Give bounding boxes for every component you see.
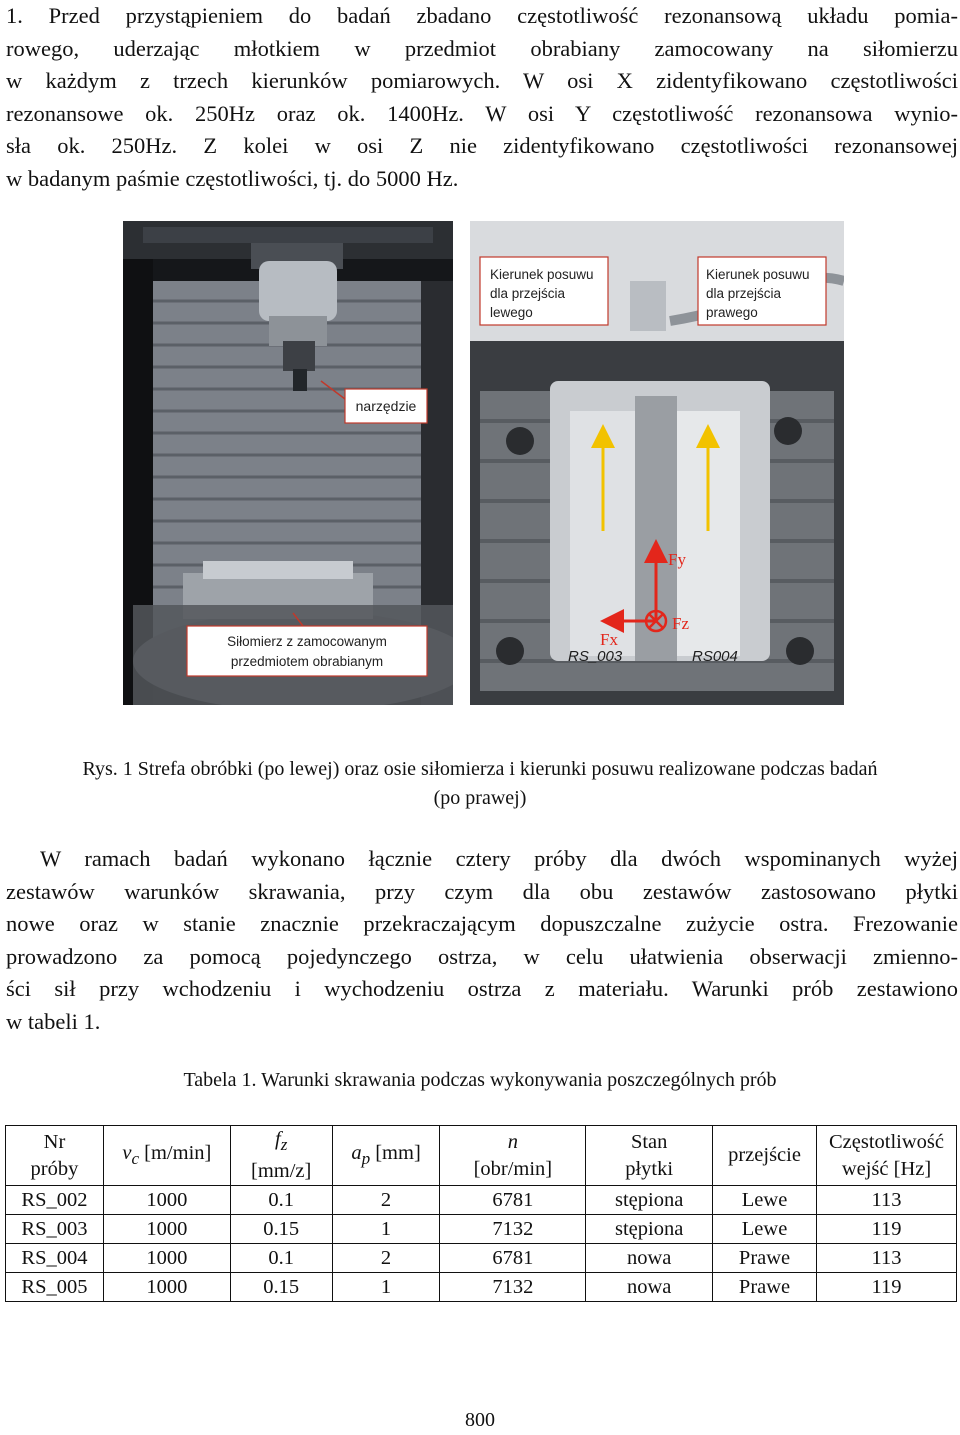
table-cell: stępiona [586,1215,713,1244]
right-pass-label-line2: dla przejścia [706,286,782,301]
table-cell: 119 [817,1215,957,1244]
table-cell: RS_003 [6,1215,104,1244]
header-cutting-speed: $v_c$ [m/min] [103,1126,230,1186]
fx-axis-label: Fx [600,630,618,649]
table-cell: RS_002 [6,1186,104,1215]
header-feed-per-tooth: $f_z$ [mm/z] [230,1126,332,1186]
paragraph-line: 1. Przed przystąpieniem do badań zbadano częstotliwość rezonansową układu pomia- [6,3,958,28]
table-cell: 1 [332,1273,440,1302]
header-spindle-speed: n [obr/min] [440,1126,586,1186]
table-cell: 1000 [103,1273,230,1302]
table-cell: 2 [332,1244,440,1273]
dynamometer-label-line2: przedmiotem obrabianym [230,654,384,669]
left-pass-label-line2: dla przejścia [490,286,566,301]
table-cell: 1000 [103,1186,230,1215]
table-row [6,1273,957,1302]
table-cell: 7132 [440,1215,586,1244]
sample-marker-right: RS004 [692,648,738,665]
paragraph-line: nowe oraz w stanie znacznie przekraczającym dopuszczalne zużycie ostra. Frezowanie [6,911,958,936]
table-cell: 113 [817,1244,957,1273]
paragraph-line: rezonansowe ok. 250Hz oraz ok. 1400Hz. W osi Y częstotliwość rezonansowa wynio- [6,100,958,126]
fy-axis-label: Fy [668,550,686,569]
table-cell: Prawe [713,1273,817,1302]
table-cell: 0.1 [230,1186,332,1215]
table-cell: nowa [586,1244,713,1273]
table-cell: 0.1 [230,1244,332,1273]
table-cell: 119 [817,1273,957,1302]
left-pass-label-line1: Kierunek posuwu [490,267,594,282]
paragraph-line: W ramach badań wykonano łącznie cztery próby dla dwóch wspominanych wyżej [40,846,958,871]
dynamometer-axes-photo [470,221,844,705]
table-header-row [6,1126,957,1186]
table-cell: 1 [332,1215,440,1244]
table-row [6,1186,957,1215]
table-cell: Lewe [713,1186,817,1215]
table-cell: 6781 [440,1244,586,1273]
cutting-conditions-table [5,1125,957,1302]
table-cell: RS_004 [6,1244,104,1273]
table-cell: 0.15 [230,1273,332,1302]
table-cell: 2 [332,1186,440,1215]
paragraph-line: w każdym z trzech kierunków pomiarowych. W osi X zidentyfikowano częstotliwości [6,68,958,93]
header-pass: przejście [713,1126,817,1186]
table-cell: 0.15 [230,1215,332,1244]
table-row [6,1244,957,1273]
sample-marker-left: RS_003 [568,648,623,665]
paragraph-line: ści sił przy wchodzeniu i wychodzeniu ostrza z materiału. Warunki prób zestawiono [6,976,958,1001]
paragraph-line: w tabeli 1. [6,1008,101,1034]
table-cell: RS_005 [6,1273,104,1302]
table-cell: 7132 [440,1273,586,1302]
paragraph-line: rowego, uderzając młotkiem w przedmiot obrabiany zamocowany na siłomierzu [6,35,958,61]
dynamometer-label-line1: Siłomierz z zamocowanym [227,634,387,649]
tool-label: narzędzie [355,398,417,414]
table-row [6,1215,957,1244]
paragraph-line: sła ok. 250Hz. Z kolei w osi Z nie zidentyfikowano częstotliwości rezonansowej [6,133,958,158]
table-cell: stępiona [586,1186,713,1215]
paragraph-line: prowadzono za pomocą pojedynczego ostrza, w celu ułatwienia obserwacji zmienno- [6,943,958,969]
header-insert-state: Stan płytki [586,1126,713,1186]
figure-caption-line2: (po prawej) [433,787,527,809]
table-cell: 6781 [440,1186,586,1215]
paragraph-line: zestawów warunków skrawania, przy czym dla obu zestawów zastosowano płytki [6,878,958,904]
right-pass-label-line1: Kierunek posuwu [706,267,810,282]
page-number: 800 [465,1409,495,1431]
table-cell: 1000 [103,1244,230,1273]
table-cell: nowa [586,1273,713,1302]
figure-caption [0,755,960,813]
intro-paragraph [6,0,958,195]
header-trial-number: Nr próby [6,1126,104,1186]
machining-zone-photo [123,221,453,705]
table-cell: 113 [817,1186,957,1215]
table-cell: 1000 [103,1215,230,1244]
left-pass-label-line3: lewego [490,305,533,320]
table-caption: Tabela 1. Warunki skrawania podczas wykonywania poszczególnych prób [183,1069,777,1091]
header-depth-of-cut: $a_p$ [mm] [332,1126,440,1186]
fz-axis-label: Fz [672,614,689,633]
table-cell: Prawe [713,1244,817,1273]
paragraph-line: w badanym paśmie częstotliwości, tj. do 5000 Hz. [6,165,459,191]
right-pass-label-line3: prawego [706,305,758,320]
table-cell: Lewe [713,1215,817,1244]
header-entry-frequency: Częstotliwość wejść [Hz] [817,1126,957,1186]
figure-caption-line1: Rys. 1 Strefa obróbki (po lewej) oraz osie siłomierza i kierunki posuwu realizowane podczas badań [82,758,878,780]
body-paragraph [6,843,958,1038]
